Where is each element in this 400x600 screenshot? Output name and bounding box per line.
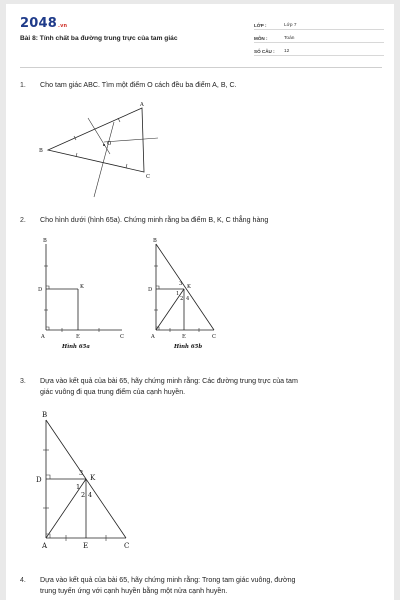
lesson-title: Bài 8: Tính chất ba đường trung trực của tam giác (20, 35, 178, 42)
label-c: C (124, 542, 130, 550)
figure-caption: Hình 65b (174, 344, 203, 350)
meta-value: Lớp 7 (284, 23, 297, 28)
label-b: B (43, 238, 47, 244)
logo-suffix: .vn (57, 23, 68, 29)
label-e: E (182, 334, 186, 340)
label-k: K (187, 284, 191, 290)
right-angle-d (46, 475, 50, 479)
question-number: 3. (20, 378, 26, 385)
label-c: C (146, 174, 150, 180)
angle-4: 4 (88, 491, 93, 499)
right-angle-d (156, 286, 159, 289)
label-a: A (41, 334, 45, 340)
question-text-line1: Dựa vào kết quả của bài 65, hãy chứng minh rằng: Trong tam giác vuông, đường (40, 576, 296, 584)
angle-4: 4 (186, 296, 190, 302)
figure-caption: Hình 65a (62, 344, 90, 350)
label-c: C (212, 334, 216, 340)
label-d: D (36, 476, 42, 484)
figure-triangle-abc (36, 102, 156, 182)
label-k: K (80, 284, 84, 290)
label-a: A (140, 102, 144, 108)
angle-1: 1 (176, 291, 180, 297)
angle-3: 3 (179, 281, 183, 287)
header-divider (20, 67, 382, 68)
angle-1: 1 (76, 483, 81, 491)
point-o (103, 144, 105, 146)
figure-65b (146, 236, 246, 356)
meta-row-count (254, 43, 384, 56)
meta-row-subject (254, 30, 384, 43)
label-k: K (90, 474, 96, 482)
label-b: B (42, 411, 48, 419)
site-logo[interactable] (20, 16, 67, 31)
meta-info (254, 17, 384, 56)
question-number: 4. (20, 577, 26, 584)
question-text-line2: giác vuông đi qua trung điểm của cạnh huyền. (40, 388, 186, 396)
angle-2: 2 (81, 491, 86, 499)
label-d: D (148, 287, 153, 293)
label-d: D (38, 287, 43, 293)
tick-mark (126, 164, 127, 168)
right-angle-a (46, 327, 49, 330)
question-text: Cho hình dưới (hình 65a). Chứng minh rằng ba điểm B, K, C thẳng hàng (40, 216, 269, 224)
label-a: A (151, 334, 155, 340)
question-text: Cho tam giác ABC. Tìm một điểm O cách đều ba điểm A, B, C. (40, 81, 237, 89)
angle-3: 3 (79, 469, 84, 477)
label-b: B (39, 148, 43, 154)
label-c: C (120, 334, 124, 340)
meta-value: 12 (284, 49, 290, 54)
label-o: O (107, 141, 112, 147)
figure-65a (36, 236, 136, 356)
label-e: E (76, 334, 80, 340)
meta-value: Toán (284, 36, 295, 41)
label-b: B (153, 238, 157, 244)
right-angle-d (46, 286, 49, 289)
meta-label: MÔN : (254, 36, 268, 41)
bisector-ac (104, 138, 158, 142)
label-a: A (42, 542, 48, 550)
logo-text: 2048 (20, 16, 57, 31)
question-number: 2. (20, 217, 26, 224)
figure-right-triangle (36, 410, 146, 560)
angle-2: 2 (180, 296, 184, 302)
question-number: 1. (20, 82, 26, 89)
question-text-line1: Dựa vào kết quả của bài 65, hãy chứng minh rằng: Các đường trung trực của tam (40, 377, 298, 385)
label-e: E (83, 542, 89, 550)
meta-row-class (254, 17, 384, 30)
meta-label: SỐ CÂU : (254, 49, 275, 54)
worksheet-page (6, 4, 394, 600)
question-text-line2: trung tuyến ứng với cạnh huyền bằng một nửa cạnh huyền. (40, 587, 228, 595)
meta-label: LỚP : (254, 23, 267, 28)
